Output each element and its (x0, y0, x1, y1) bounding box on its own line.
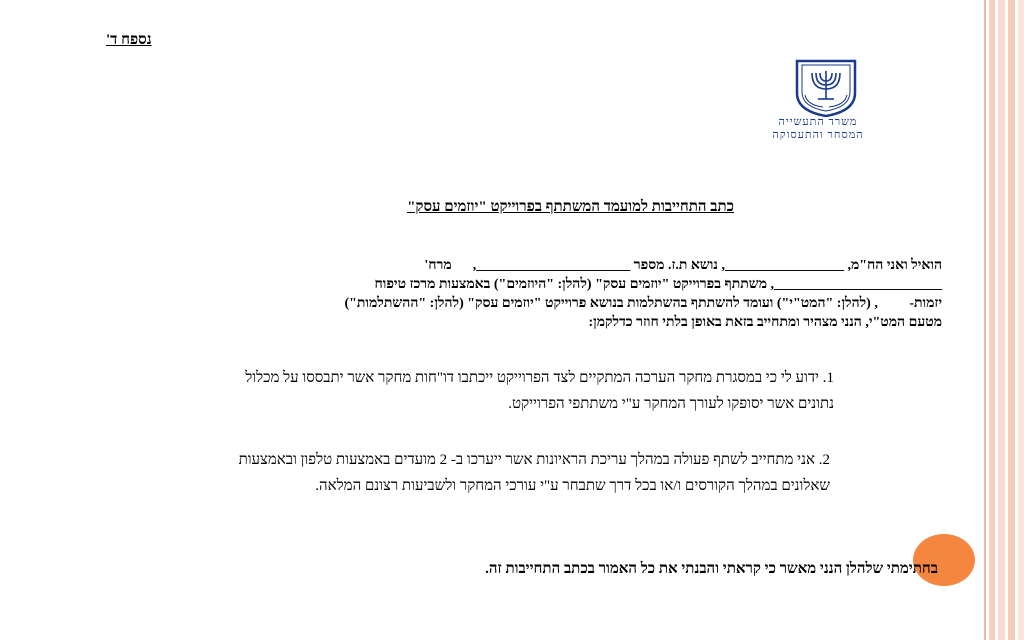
intro-line-2: ________________________, משתתף בפרוייקט "יוזמים עסק" (להלן: "היוזמים") באמצעות מרכז טיפוח (374, 277, 942, 292)
commitment-item-2 (110, 447, 830, 499)
item-2-line-1: 2. אני מתחייב לשתף פעולה במהלך עריכת הראיונות אשר ייערכו ב- 2 מועדים באמצעות טלפון ובאמצעות (238, 452, 830, 468)
intro-line-3: יזמות- , (להלן: "המט"י") ועומד להשתתף בהשתלמות בנושא פרוייקט "יוזמים עסק" (להלן: "ההשתלמות") (344, 296, 942, 311)
intro-line-4: מטעם המט"י, הנני מצהיר ומתחייב בזאת באופן בלתי חוזר כדלקמן: (588, 315, 942, 330)
ministry-line-2: המסחר והתעסוקה (772, 129, 864, 141)
item-1-line-1: 1. ידוע לי כי במסגרת מחקר הערכה המתקיים לצד הפרוייקט ייכתבו דו"חות מחקר אשר יתבססו על מכלול (245, 370, 834, 386)
ministry-name (748, 116, 888, 142)
menorah-emblem-icon (793, 59, 859, 117)
decorative-orange-circle (913, 534, 975, 586)
intro-line-1: הואיל ואני הח"מ, _________________, נושא ת.ז. מספר ______________________, מרח' (424, 258, 942, 273)
ministry-line-1: משרד התעשייה (778, 116, 858, 128)
commitment-item-1 (120, 365, 834, 417)
intro-paragraph (80, 256, 942, 332)
decorative-side-stripes (980, 0, 1024, 640)
appendix-label: נספח ד' (106, 32, 152, 48)
item-2-line-2: שאלונים במהלך הקורסים ו/או בכל דרך שתבחר ע"י עורכי המחקר ולשביעות רצונם המלאה. (315, 478, 830, 494)
closing-statement: בחתימתי שלהלן הנני מאשר כי קראתי והבנתי את כל האמור בכתב התחייבות זה. (485, 561, 938, 577)
document-title: כתב התחייבות למועמד המשתתף בפרוייקט "יוזמים עסק" (407, 199, 734, 215)
item-1-line-2: נתונים אשר יסופקו לעורך המחקר ע"י משתתפי הפרוייקט. (508, 396, 834, 412)
